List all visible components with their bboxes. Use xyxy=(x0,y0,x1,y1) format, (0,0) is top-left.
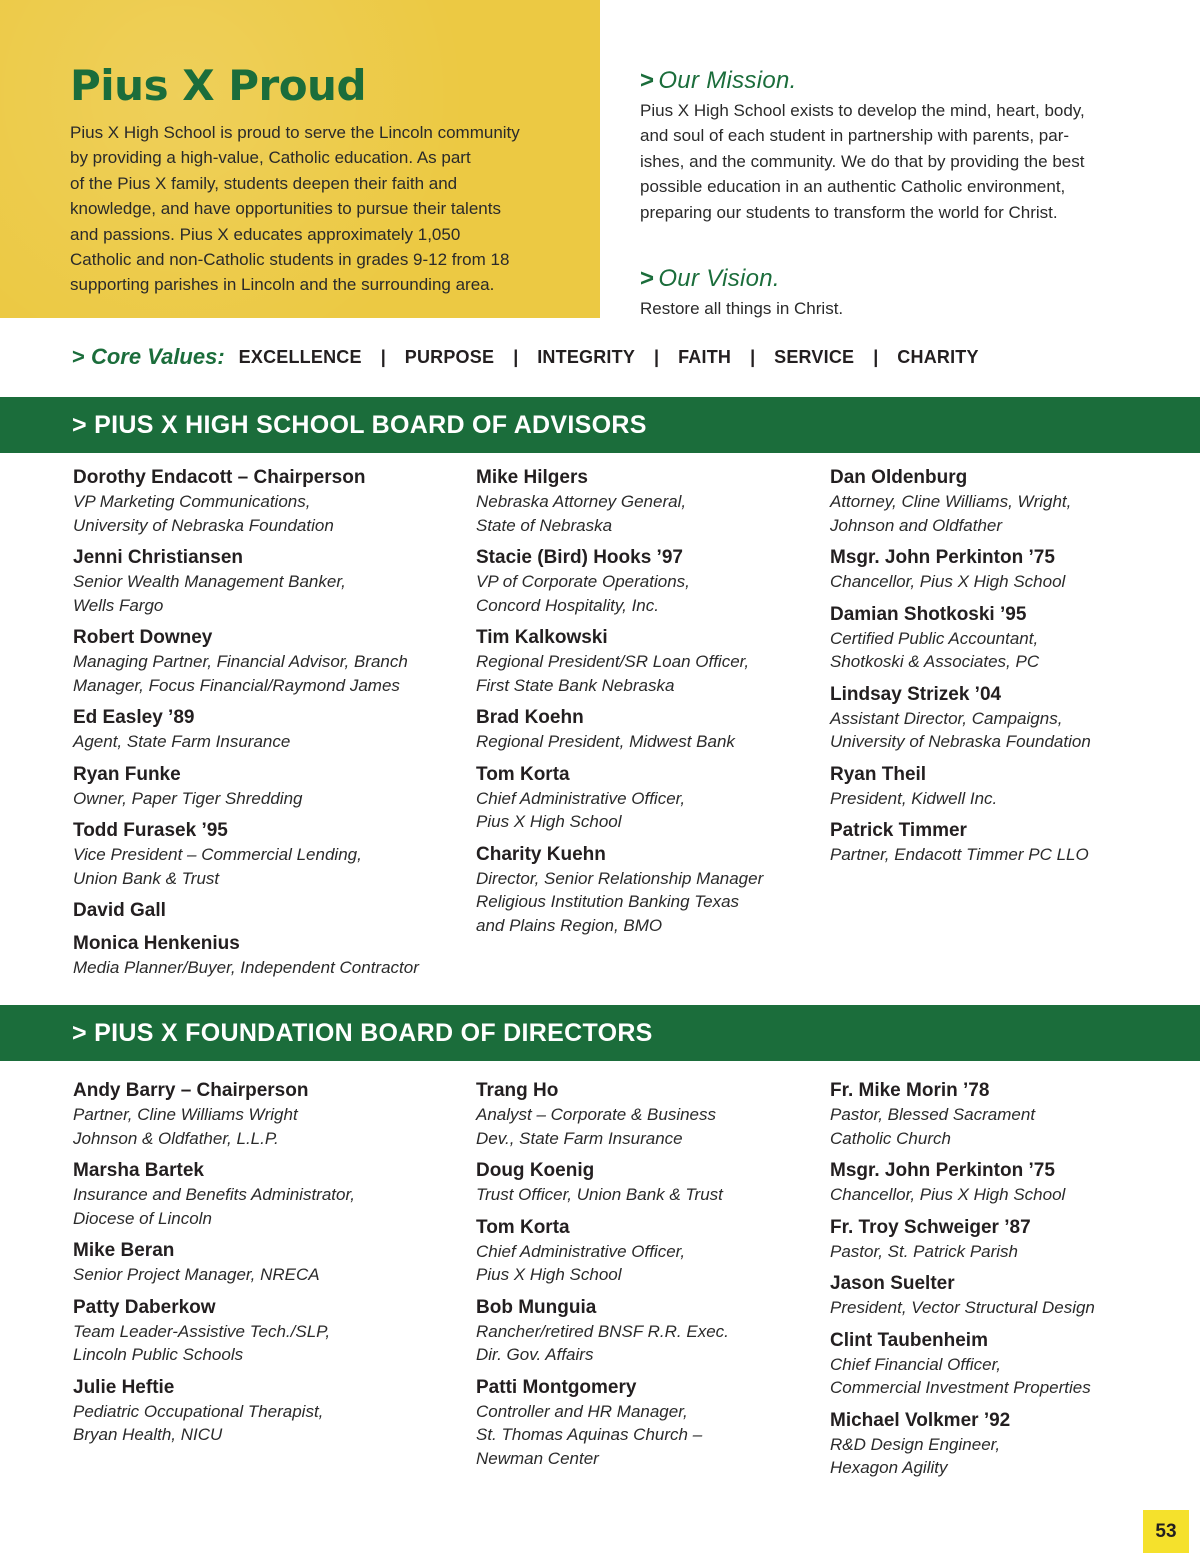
member-title-line: Director, Senior Relationship Manager xyxy=(476,868,764,888)
intro-line: Pius X High School is proud to serve the Lincoln community xyxy=(70,123,520,142)
advisors-section-title: > PIUS X HIGH SCHOOL BOARD OF ADVISORS xyxy=(72,410,647,439)
core-values-label-text: Core Values: xyxy=(90,344,225,369)
member-title-line: Chief Administrative Officer, xyxy=(476,1241,686,1261)
mission-line: ishes, and the community. We do that by providing the best xyxy=(640,151,1085,171)
board-member xyxy=(73,819,419,890)
board-member xyxy=(73,1079,355,1150)
core-value-charity: CHARITY xyxy=(897,346,979,367)
board-member xyxy=(830,603,1091,674)
intro-line: supporting parishes in Lincoln and the surrounding area. xyxy=(70,275,495,295)
member-title-line: Manager, Focus Financial/Raymond James xyxy=(73,675,400,695)
board-member xyxy=(73,626,419,697)
member-name: Robert Downey xyxy=(73,627,213,648)
member-name: Ryan Theil xyxy=(830,763,927,785)
core-values-marker: > xyxy=(72,344,85,369)
member-name: Damian Shotkoski ’95 xyxy=(830,603,1027,625)
board-member xyxy=(73,899,419,923)
member-name: Tom Korta xyxy=(476,763,570,785)
intro-line: Catholic and non-Catholic students in grades 9-12 from 18 xyxy=(70,250,510,270)
member-title-line: Rancher/retired BNSF R.R. Exec. xyxy=(476,1321,729,1341)
advisors-column-1 xyxy=(73,466,419,989)
member-title-line: Certified Public Accountant, xyxy=(830,628,1039,648)
member-name: Charity Kuehn xyxy=(476,843,606,865)
member-name: David Gall xyxy=(73,900,166,921)
board-member xyxy=(830,466,1091,537)
member-title-line: Trust Officer, Union Bank & Trust xyxy=(476,1185,723,1204)
member-name: Todd Furasek ’95 xyxy=(73,820,228,841)
member-title-line: Owner, Paper Tiger Shredding xyxy=(73,788,303,808)
member-name: Fr. Mike Morin ’78 xyxy=(830,1080,990,1101)
member-title-line: Concord Hospitality, Inc. xyxy=(476,595,659,615)
member-title-line: Pastor, Blessed Sacrament xyxy=(830,1105,1036,1124)
member-title-line: and Plains Region, BMO xyxy=(476,915,663,935)
board-member xyxy=(476,706,763,754)
advisors-column-2 xyxy=(476,466,763,946)
board-member xyxy=(830,819,1091,867)
member-title-line: Chancellor, Pius X High School xyxy=(830,1185,1066,1204)
member-title-line: Controller and HR Manager, xyxy=(476,1401,688,1421)
foundation-column-1 xyxy=(73,1079,355,1456)
board-member xyxy=(476,466,763,537)
member-title-line: Chief Administrative Officer, xyxy=(476,788,686,808)
member-name: Michael Volkmer ’92 xyxy=(830,1409,1011,1431)
advisors-column-3 xyxy=(830,466,1091,876)
intro-line: knowledge, and have opportunities to pursue their talents xyxy=(70,199,501,219)
member-title-line: Managing Partner, Financial Advisor, Branch xyxy=(73,652,408,671)
intro-text xyxy=(70,120,564,298)
board-member xyxy=(476,626,763,697)
member-title-line: Team Leader-Assistive Tech./SLP, xyxy=(73,1321,331,1341)
mission-text xyxy=(640,98,1160,225)
mission-block xyxy=(640,66,1160,225)
member-title-line: University of Nebraska Foundation xyxy=(73,515,334,535)
member-title-line: Religious Institution Banking Texas xyxy=(476,892,740,911)
core-value-separator: | xyxy=(380,346,386,367)
member-title-line: First State Bank Nebraska xyxy=(476,675,675,695)
advisors-section-bar xyxy=(0,397,1200,453)
member-title-line: University of Nebraska Foundation xyxy=(830,732,1091,751)
vision-heading xyxy=(640,264,1160,294)
board-member xyxy=(830,1329,1095,1400)
core-value-excellence: EXCELLENCE xyxy=(238,346,362,367)
core-value-separator: | xyxy=(513,346,519,367)
member-title-line: President, Vector Structural Design xyxy=(830,1298,1095,1317)
foundation-column-2 xyxy=(476,1079,729,1479)
intro-box xyxy=(0,0,600,318)
board-member xyxy=(73,706,419,754)
member-name: Dorothy Endacott – Chairperson xyxy=(73,467,366,488)
board-member xyxy=(73,932,419,980)
member-title-line: Assistant Director, Campaigns, xyxy=(830,708,1063,728)
member-title-line: Wells Fargo xyxy=(73,595,164,615)
member-name: Jason Suelter xyxy=(830,1273,955,1294)
mission-line: Pius X High School exists to develop the mind, heart, body, xyxy=(640,101,1085,120)
board-member xyxy=(73,763,419,811)
board-member xyxy=(830,1079,1095,1150)
board-member xyxy=(830,1159,1095,1207)
foundation-section-bar xyxy=(0,1005,1200,1061)
member-title-line: Johnson and Oldfather xyxy=(830,515,1003,535)
member-title-line: Pius X High School xyxy=(476,812,622,831)
member-name: Stacie (Bird) Hooks ’97 xyxy=(476,547,683,568)
board-member xyxy=(73,1296,355,1367)
member-name: Patrick Timmer xyxy=(830,820,967,841)
member-name: Mike Beran xyxy=(73,1240,175,1261)
core-value-separator: | xyxy=(873,346,879,367)
mission-line: possible education in an authentic Catholic environment, xyxy=(640,177,1066,197)
page-number: 53 xyxy=(1143,1510,1189,1553)
member-title-line: Regional President, Midwest Bank xyxy=(476,732,735,751)
vision-block xyxy=(640,264,1160,321)
board-member xyxy=(73,1376,355,1447)
board-member xyxy=(830,1216,1095,1264)
mission-line: preparing our students to transform the world for Christ. xyxy=(640,202,1058,222)
member-title-line: St. Thomas Aquinas Church – xyxy=(476,1425,703,1444)
core-value-faith: FAITH xyxy=(678,346,732,367)
member-title-line: VP of Corporate Operations, xyxy=(476,572,690,591)
core-value-purpose: PURPOSE xyxy=(404,346,495,367)
member-name: Lindsay Strizek ’04 xyxy=(830,683,1002,705)
member-name: Msgr. John Perkinton ’75 xyxy=(830,547,1055,568)
foundation-column-3 xyxy=(830,1079,1095,1489)
member-title-line: Catholic Church xyxy=(830,1128,951,1148)
member-name: Doug Koenig xyxy=(476,1160,595,1181)
member-title-line: Analyst – Corporate & Business xyxy=(476,1105,717,1124)
core-value-integrity: INTEGRITY xyxy=(537,346,636,367)
board-member xyxy=(476,1216,729,1287)
board-member xyxy=(830,1409,1095,1480)
foundation-section-title: > PIUS X FOUNDATION BOARD OF DIRECTORS xyxy=(72,1018,653,1047)
member-title-line: Johnson & Oldfather, L.L.P. xyxy=(73,1128,279,1148)
board-member xyxy=(73,546,419,617)
core-value-separator: | xyxy=(654,346,660,367)
member-name: Msgr. John Perkinton ’75 xyxy=(830,1160,1055,1181)
core-value-service: SERVICE xyxy=(774,346,855,367)
member-title-line: Dev., State Farm Insurance xyxy=(476,1128,683,1148)
member-name: Dan Oldenburg xyxy=(830,467,968,488)
mission-marker: > xyxy=(640,67,655,94)
member-title-line: Commercial Investment Properties xyxy=(830,1378,1091,1397)
member-name: Trang Ho xyxy=(476,1080,559,1101)
member-name: Bob Munguia xyxy=(476,1296,597,1318)
board-member xyxy=(476,1079,729,1150)
member-title-line: Shotkoski & Associates, PC xyxy=(830,652,1040,671)
member-title-line: Nebraska Attorney General, xyxy=(476,492,687,511)
member-title-line: Vice President – Commercial Lending, xyxy=(73,845,362,864)
member-title-line: State of Nebraska xyxy=(476,515,613,535)
member-title-line: R&D Design Engineer, xyxy=(830,1434,1001,1454)
core-values-row xyxy=(72,340,979,374)
member-title-line: Chancellor, Pius X High School xyxy=(830,572,1066,591)
board-member xyxy=(830,683,1091,754)
member-title-line: Pediatric Occupational Therapist, xyxy=(73,1401,324,1421)
board-member xyxy=(830,546,1091,594)
member-title-line: Chief Financial Officer, xyxy=(830,1354,1002,1374)
member-title-line: Partner, Endacott Timmer PC LLO xyxy=(830,845,1089,864)
member-name: Ryan Funke xyxy=(73,763,181,785)
vision-marker: > xyxy=(640,265,655,292)
intro-line: by providing a high-value, Catholic education. As part xyxy=(70,148,471,168)
board-member xyxy=(476,1376,729,1471)
mission-heading-text: Our Mission. xyxy=(658,67,797,94)
member-name: Patti Montgomery xyxy=(476,1376,637,1398)
member-title-line: Diocese of Lincoln xyxy=(73,1208,212,1228)
board-member xyxy=(476,1296,729,1367)
intro-line: of the Pius X family, students deepen their faith and xyxy=(70,173,458,193)
board-member xyxy=(830,763,1091,811)
member-name: Mike Hilgers xyxy=(476,467,588,488)
member-title-line: Union Bank & Trust xyxy=(73,868,220,888)
member-title-line: Newman Center xyxy=(476,1448,599,1468)
member-name: Julie Heftie xyxy=(73,1376,175,1398)
board-member xyxy=(476,1159,729,1207)
member-title-line: Insurance and Benefits Administrator, xyxy=(73,1185,355,1204)
mission-heading xyxy=(640,66,1160,96)
member-name: Tom Korta xyxy=(476,1216,570,1238)
member-name: Marsha Bartek xyxy=(73,1160,204,1181)
board-member xyxy=(73,466,419,537)
member-title-line: President, Kidwell Inc. xyxy=(830,788,998,808)
board-member xyxy=(476,843,763,938)
member-title-line: Hexagon Agility xyxy=(830,1458,948,1477)
core-value-separator: | xyxy=(750,346,756,367)
board-member xyxy=(73,1239,355,1287)
member-name: Ed Easley ’89 xyxy=(73,707,195,728)
member-title-line: Agent, State Farm Insurance xyxy=(73,732,291,751)
member-name: Monica Henkenius xyxy=(73,933,240,954)
board-member xyxy=(476,763,763,834)
core-values-label xyxy=(72,344,225,370)
member-title-line: Media Planner/Buyer, Independent Contractor xyxy=(73,958,419,977)
board-member xyxy=(830,1272,1095,1320)
member-title-line: Regional President/SR Loan Officer, xyxy=(476,652,750,671)
member-name: Fr. Troy Schweiger ’87 xyxy=(830,1216,1031,1238)
vision-text xyxy=(640,296,1160,321)
board-member xyxy=(476,546,763,617)
member-name: Patty Daberkow xyxy=(73,1296,216,1318)
member-name: Jenni Christiansen xyxy=(73,547,243,568)
member-title-line: Attorney, Cline Williams, Wright, xyxy=(830,492,1072,511)
member-name: Tim Kalkowski xyxy=(476,627,608,648)
intro-line: and passions. Pius X educates approximately 1,050 xyxy=(70,224,461,244)
board-member xyxy=(73,1159,355,1230)
intro-title: Pius X Proud xyxy=(70,61,367,110)
member-title-line: Senior Wealth Management Banker, xyxy=(73,572,346,591)
member-title-line: Dir. Gov. Affairs xyxy=(476,1345,594,1364)
member-title-line: Bryan Health, NICU xyxy=(73,1425,223,1444)
member-title-line: Lincoln Public Schools xyxy=(73,1345,244,1364)
member-title-line: Partner, Cline Williams Wright xyxy=(73,1105,298,1124)
mission-line: and soul of each student in partnership with parents, par- xyxy=(640,126,1070,146)
member-name: Brad Koehn xyxy=(476,707,584,728)
member-name: Andy Barry – Chairperson xyxy=(73,1080,309,1101)
member-title-line: VP Marketing Communications, xyxy=(73,492,311,511)
member-title-line: Pastor, St. Patrick Parish xyxy=(830,1241,1019,1261)
member-title-line: Senior Project Manager, NRECA xyxy=(73,1265,320,1284)
member-title-line: Pius X High School xyxy=(476,1265,622,1284)
member-name: Clint Taubenheim xyxy=(830,1329,988,1351)
vision-line: Restore all things in Christ. xyxy=(640,299,844,318)
vision-heading-text: Our Vision. xyxy=(658,265,780,292)
